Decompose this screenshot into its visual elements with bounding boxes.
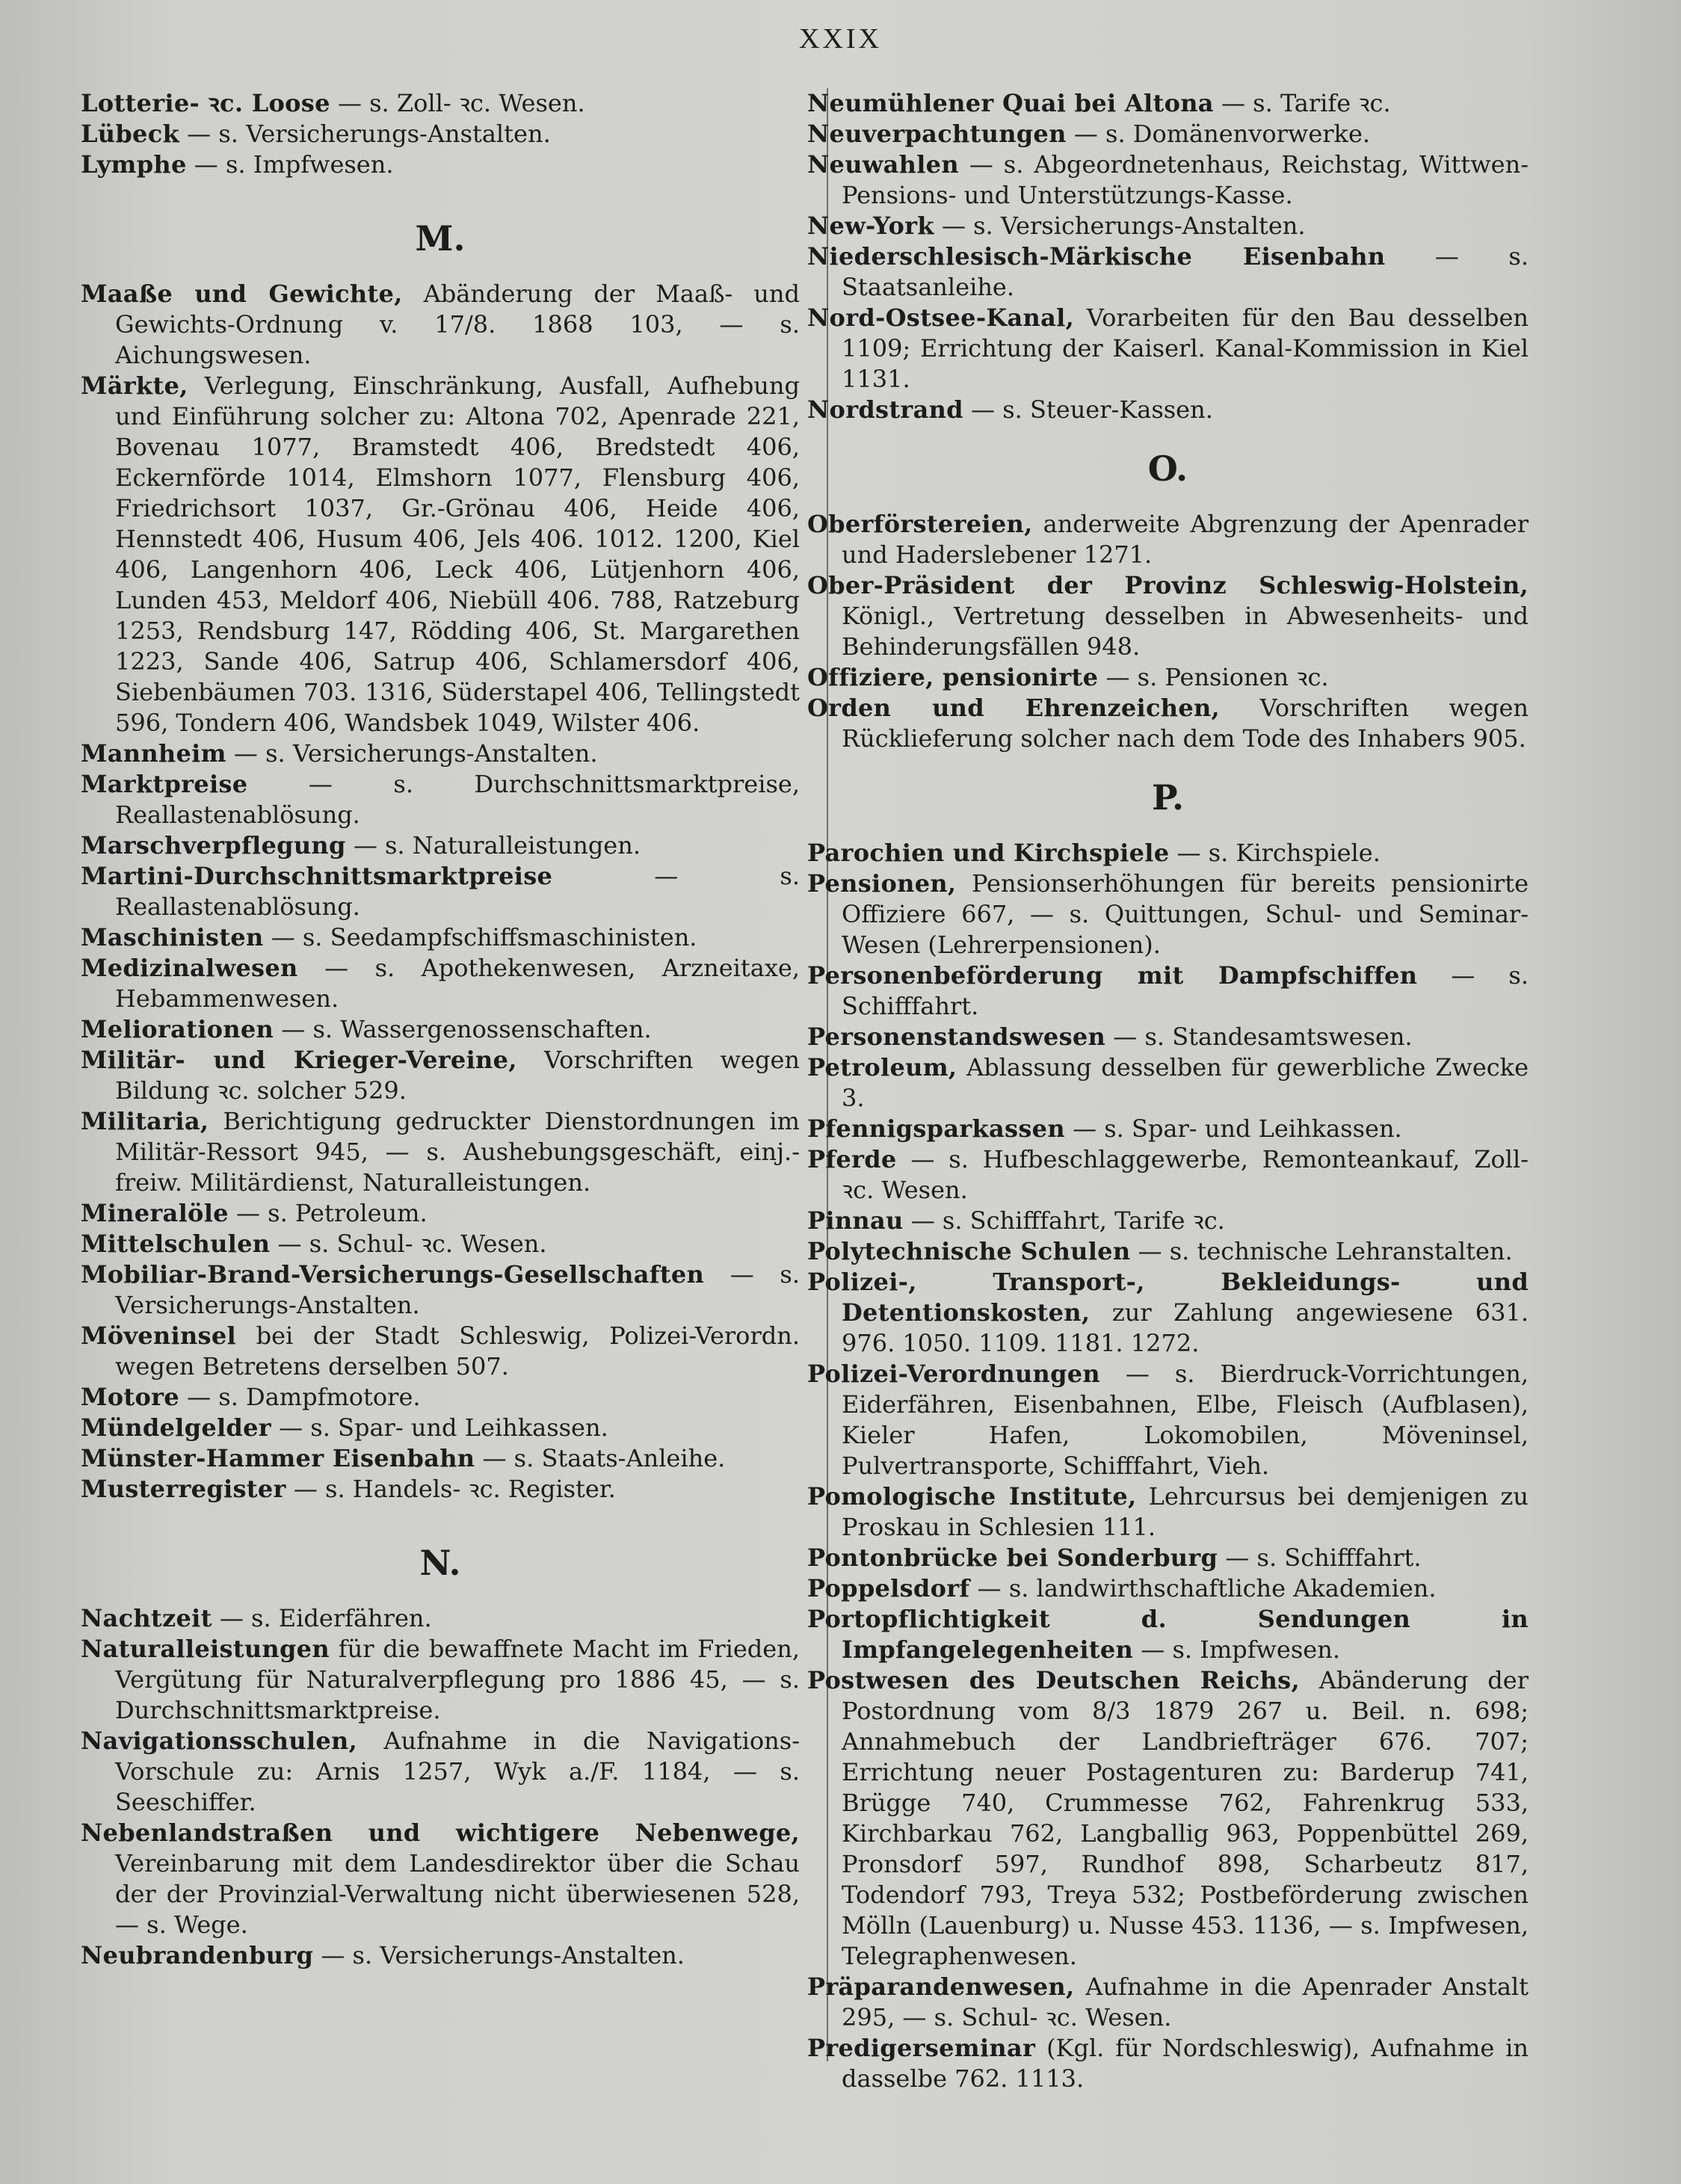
entry-heading: Präparandenwesen, [807,1972,1075,2001]
index-entry [807,1665,1529,1972]
entry-text: — s. Handels- ꝛc. Register. [293,1475,616,1503]
entry-text: (Kgl. für Nordschleswig), Aufnahme in dasselbe 762. 1113. [842,2034,1529,2093]
entry-text: — s. Schifffahrt. [1225,1543,1422,1572]
entry-text: — s. Dampfmotore. [187,1383,421,1411]
index-entry [807,303,1529,395]
index-entry [81,1940,800,1971]
entry-text: — s. Impfwesen. [1141,1635,1340,1664]
entry-heading: Nord-Ostsee-Kanal, [807,303,1075,332]
entry-heading: Polizei-, Transport-, Bekleidungs- und Detentionskosten, [807,1268,1529,1327]
entry-heading: Portopflichtigkeit d. Sendungen in Impfangelegenheiten [807,1605,1529,1664]
index-entry [807,1236,1529,1267]
entry-text: — s. Kirchspiele. [1176,839,1381,867]
entry-text: — s. Zoll- ꝛc. Wesen. [337,89,585,117]
entry-heading: Pferde [807,1145,897,1173]
entry-heading: Münster-Hammer Eisenbahn [81,1444,475,1472]
entry-heading: Neubrandenburg [81,1941,314,1969]
entry-text: — s. Schifffahrt. [842,961,1529,1020]
index-entry [81,1106,800,1198]
index-entry [81,1014,800,1045]
entry-heading: Polizei-Verordnungen [807,1360,1100,1388]
index-entry [81,88,800,119]
index-entry [81,738,800,769]
entry-heading: Pinnau [807,1206,904,1235]
index-entry [81,149,800,180]
entry-heading: Naturalleistungen [81,1635,330,1663]
entry-heading: Mobiliar-Brand-Versicherungs-Gesellschaften [81,1260,705,1289]
index-entry [807,1022,1529,1052]
entry-text: — s. Pensionen ꝛc. [1105,663,1329,691]
entry-text: — s. Seedampfschiffsmaschinisten. [271,923,697,951]
page-number: XXIX [799,23,882,55]
entry-heading: Militär- und Krieger-Vereine, [81,1046,517,1074]
entry-text: Vereinbarung mit dem Landesdirektor über die Schau der der Provinzial-Verwaltung nicht überwiesenen 528, — s. Wege. [115,1849,800,1939]
entry-text: bei der Stadt Schleswig, Polizei-Verordn. wegen Betretens derselben 507. [115,1321,800,1381]
index-entry [81,1045,800,1106]
entry-heading: Mittelschulen [81,1230,271,1258]
entry-heading: New-York [807,212,934,240]
index-entry [807,838,1529,869]
index-entry [81,953,800,1014]
index-entry [807,149,1529,211]
entry-heading: Pensionen, [807,869,957,898]
index-entry [81,830,800,861]
index-entry [81,1382,800,1413]
entry-heading: Poppelsdorf [807,1574,970,1602]
index-entry [807,1481,1529,1543]
entry-heading: Niederschlesisch-Märkische Eisenbahn [807,242,1386,271]
index-entry [807,1573,1529,1604]
index-entry [807,88,1529,119]
entry-text: — s. Tarife ꝛc. [1221,89,1391,117]
entry-text: — s. Petroleum. [235,1199,428,1227]
entry-text: — s. Versicherungs-Anstalten. [321,1941,685,1969]
index-entry [81,1413,800,1443]
entry-text: — s. Eiderfähren. [219,1604,432,1632]
entry-heading: Maschinisten [81,923,264,951]
entry-heading: Neumühlener Quai bei Altona [807,89,1214,117]
index-entry [81,861,800,922]
entry-heading: Offiziere, pensionirte [807,663,1099,691]
entry-text: — s. technische Lehranstalten. [1138,1237,1513,1265]
entry-heading: Parochien und Kirchspiele [807,839,1170,867]
index-entry [81,1474,800,1505]
right-column [807,88,1529,2094]
entry-text: zur Zahlung angewiesene 631. 976. 1050. 1109. 1181. 1272. [842,1298,1529,1357]
entry-text: — s. Schifffahrt, Tarife ꝛc. [910,1206,1225,1235]
index-entry [807,1972,1529,2033]
entry-heading: Lotterie- ꝛc. Loose [81,89,330,117]
entry-heading: Medizinalwesen [81,954,298,982]
entry-heading: Marktpreise [81,770,248,798]
entry-text: Berichtigung gedruckter Dienstordnungen im Militär-Ressort 945, — s. Aushebungsgeschäft, einj.-freiw. Militärdienst, Naturalleistungen. [115,1107,801,1197]
entry-text: — s. Standesamtswesen. [1113,1022,1413,1051]
entry-heading: Polytechnische Schulen [807,1237,1131,1265]
entry-text: — s. Versicherungs-Anstalten. [233,739,598,768]
entry-text: — s. Hufbeschlaggewerbe, Remonteankauf, Zoll- ꝛc. Wesen. [842,1145,1529,1204]
entry-heading: Neuwahlen [807,150,959,179]
entry-text: Aufnahme in die Apenrader Anstalt 295, — s. Schul- ꝛc. Wesen. [842,1972,1529,2032]
index-entry [81,371,800,738]
section-letter: N. [419,1543,461,1583]
index-entry [81,922,800,953]
entry-text: Königl., Vertretung desselben in Abwesenheits- und Behinderungsfällen 948. [842,602,1529,661]
entry-text: — s. Apothekenwesen, Arzneitaxe, Hebammenwesen. [115,954,801,1013]
index-entry [81,1443,800,1474]
index-entry [807,570,1529,662]
entry-text: Vorschriften wegen Bildung ꝛc. solcher 529. [115,1046,801,1105]
entry-heading: Mineralöle [81,1199,229,1227]
index-entry [81,769,800,830]
entry-heading: Ober-Präsident der Provinz Schleswig-Holstein, [807,571,1529,599]
entry-heading: Nachtzeit [81,1604,212,1632]
entry-text: — s. Bierdruck-Vorrichtungen, Eiderfähren, Eisenbahnen, Elbe, Fleisch (Aufblasen), Kieler Hafen, Lokomobilen, Möveninsel, Pulvertransporte, Schifffahrt, Vieh. [842,1360,1529,1480]
entry-heading: Personenstandswesen [807,1022,1106,1051]
section-letter: O. [1147,448,1188,489]
index-entry [807,395,1529,425]
entry-heading: Nebenlandstraßen und wichtigere Nebenwege, [81,1819,800,1847]
entry-text: Lehrcursus bei demjenigen zu Proskau in Schlesien 111. [842,1482,1529,1541]
entry-text: — s. Steuer-Kassen. [971,395,1213,424]
index-entry [81,1229,800,1259]
entry-text: — s. Wassergenossenschaften. [281,1015,652,1043]
entry-heading: Lübeck [81,120,179,148]
index-entry [81,1259,800,1321]
entry-text: Pensionserhöhungen für bereits pensionirte Offiziere 667, — s. Quittungen, Schul- und Seminar-Wesen (Lehrerpensionen). [842,869,1529,959]
entry-heading: Personenbeförderung mit Dampfschiffen [807,961,1418,990]
entry-heading: Postwesen des Deutschen Reichs, [807,1666,1300,1694]
entry-heading: Neuverpachtungen [807,120,1067,148]
entry-text: — s. Spar- und Leihkassen. [279,1413,608,1442]
index-entry [807,241,1529,303]
entry-text: Vorschriften wegen Rücklieferung solcher nach dem Tode des Inhabers 905. [842,694,1529,753]
entry-heading: Mündelgelder [81,1413,271,1442]
entry-text: Abänderung der Maaß- und Gewichts-Ordnung v. 17/8. 1868 103, — s. Aichungswesen. [115,280,801,369]
entry-text: Abänderung der Postordnung vom 8/3 1879 267 u. Beil. n. 698; Annahmebuch der Landbriefträger 676. 707; Errichtung neuer Postagenturen zu: Barderup 741, Brügge 740, Crummesse 762, Fahrenkrug 533, Kirchbarkau 762, Langballig 963, Poppenbüttel 269, Pronsdorf 597, Rundhof 898, Scharbeutz 817, Todendorf 793, Treya 532; Postbeförderung zwischen Mölln (Lauenburg) u. Nusse 453. 1136, — s. Impfwesen, Telegraphenwesen. [842,1666,1529,1970]
entry-heading: Predigerseminar [807,2034,1036,2062]
index-entry [807,1267,1529,1359]
entry-text: — s. Staatsanleihe. [842,242,1529,301]
entry-text: — s. Versicherungs-Anstalten. [115,1260,800,1319]
entry-text: Vorarbeiten für den Bau desselben 1109; Errichtung der Kaiserl. Kanal-Kommission in Kiel 1131. [842,303,1529,393]
entry-text: — s. Schul- ꝛc. Wesen. [277,1230,547,1258]
entry-heading: Oberförstereien, [807,510,1033,538]
entry-text: Verlegung, Einschränkung, Ausfall, Aufhebung und Einführung solcher zu: Altona 702, Apenrade 221, Bovenau 1077, Bramstedt 406, Bredstedt 406, Eckernförde 1014, Elmshorn 1077, Flensburg 406, Friedrichsort 1037, Gr.-Grönau 406, Heide 406, Hennstedt 406, Husum 406, Jels 406. 1012. 1200, Kiel 406, Langenhorn 406, Leck 406, Lütjenhorn 406, Lunden 453, Meldorf 406, Niebüll 406. 788, Ratzeburg 1253, Rendsburg 147, Rödding 406, St. Margarethen 1223, Sande 406, Satrup 406, Schlamersdorf 406, Siebenbäumen 703. 1316, Süderstapel 406, Tellingstedt 596, Tondern 406, Wandsbek 1049, Wilster 406. [115,371,801,737]
entry-text: anderweite Abgrenzung der Apenrader und Haderslebener 1271. [842,510,1529,569]
entry-heading: Martini-Durchschnittsmarktpreise [81,862,553,890]
index-entry [807,960,1529,1022]
entry-heading: Möveninsel [81,1321,236,1350]
index-entry [81,119,800,149]
entry-heading: Navigationsschulen, [81,1727,358,1755]
left-column [81,88,800,1971]
entry-text: — s. Versicherungs-Anstalten. [187,120,551,148]
entry-text: — s. Reallastenablösung. [115,862,800,921]
entry-text: — s. landwirthschaftliche Akademien. [977,1574,1437,1602]
entry-text: Ablassung desselben für gewerbliche Zwecke 3. [842,1053,1529,1112]
index-entry [807,1359,1529,1481]
index-entry [807,1206,1529,1236]
entry-text: für die bewaffnete Macht im Frieden, Vergütung für Naturalverpflegung pro 1886 45, — s. Durchschnittsmarktpreise. [115,1635,801,1724]
index-entry [807,869,1529,960]
entry-heading: Maaße und Gewichte, [81,280,403,308]
entry-heading: Pomologische Institute, [807,1482,1137,1511]
index-entry [807,119,1529,149]
index-entry [81,1198,800,1229]
entry-text: — s. Abgeordnetenhaus, Reichstag, Wittwen-Pensions- und Unterstützungs-Kasse. [842,150,1529,209]
entry-text: — s. Domänenvorwerke. [1073,120,1371,148]
index-entry [807,1114,1529,1144]
index-entry [81,1634,800,1726]
entry-text: — s. Impfwesen. [194,150,394,179]
index-entry [807,1052,1529,1114]
section-letter: P. [1152,777,1184,818]
entry-text: — s. Spar- und Leihkassen. [1073,1114,1402,1143]
index-entry [807,211,1529,241]
entry-text: — s. Durchschnittsmarktpreise, Reallastenablösung. [115,770,801,829]
entry-text: — s. Naturalleistungen. [353,831,641,860]
entry-heading: Motore [81,1383,179,1411]
index-entry [81,1321,800,1382]
index-entry [81,1818,800,1940]
entry-text: — s. Staats-Anleihe. [482,1444,726,1472]
index-entry [807,662,1529,693]
index-entry [807,1604,1529,1665]
index-entry [807,1543,1529,1573]
index-entry [807,509,1529,570]
index-entry [807,1144,1529,1206]
index-entry [807,2033,1529,2094]
entry-heading: Märkte, [81,371,188,400]
index-entry [81,279,800,371]
entry-heading: Lymphe [81,150,187,179]
entry-heading: Pfennigsparkassen [807,1114,1065,1143]
section-letter: M. [415,218,466,259]
entry-heading: Musterregister [81,1475,286,1503]
entry-heading: Meliorationen [81,1015,274,1043]
entry-heading: Orden und Ehrenzeichen, [807,694,1220,722]
index-entry [81,1603,800,1634]
index-entry [81,1726,800,1818]
entry-heading: Petroleum, [807,1053,957,1082]
entry-heading: Pontonbrücke bei Sonderburg [807,1543,1218,1572]
entry-text: Aufnahme in die Navigations-Vorschule zu: Arnis 1257, Wyk a./F. 1184, — s. Seeschiffer. [115,1727,801,1816]
entry-heading: Mannheim [81,739,226,768]
index-entry [807,693,1529,754]
entry-text: — s. Versicherungs-Anstalten. [941,212,1306,240]
entry-heading: Marschverpflegung [81,831,346,860]
entry-heading: Militaria, [81,1107,209,1135]
entry-heading: Nordstrand [807,395,963,424]
